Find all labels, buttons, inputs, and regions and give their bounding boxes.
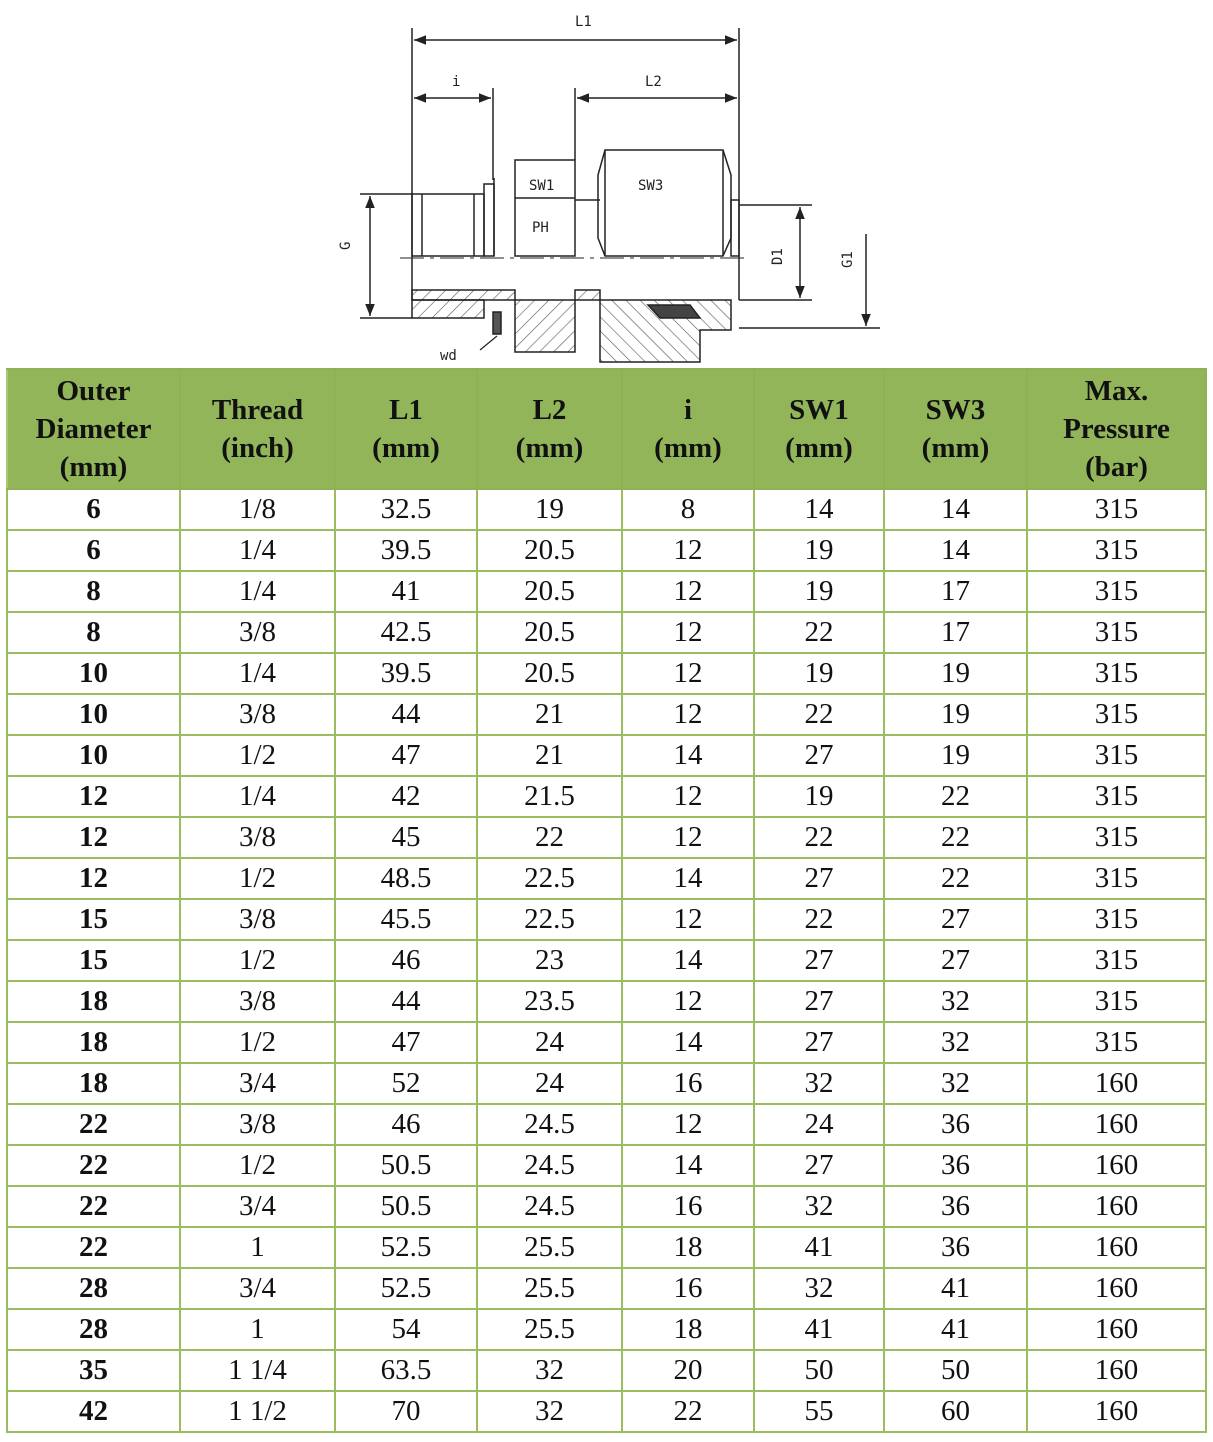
cell-l1: 42.5	[335, 612, 477, 653]
cell-i: 12	[622, 612, 754, 653]
table-row	[7, 1309, 1206, 1350]
cell-sw1: 24	[754, 1104, 884, 1145]
cell-max-pressure: 315	[1027, 858, 1206, 899]
cell-l1: 41	[335, 571, 477, 612]
cell-sw3: 17	[884, 571, 1027, 612]
table-header	[7, 369, 1206, 489]
cell-thread: 1/4	[180, 571, 335, 612]
cell-l2: 25.5	[477, 1309, 622, 1350]
table-row	[7, 981, 1206, 1022]
cell-l1: 39.5	[335, 530, 477, 571]
cell-sw1: 22	[754, 817, 884, 858]
table-row	[7, 899, 1206, 940]
table-row	[7, 694, 1206, 735]
cell-l1: 44	[335, 981, 477, 1022]
cell-sw1: 50	[754, 1350, 884, 1391]
cell-max-pressure: 160	[1027, 1063, 1206, 1104]
cell-sw3: 50	[884, 1350, 1027, 1391]
cell-thread: 1/2	[180, 940, 335, 981]
cell-sw1: 22	[754, 612, 884, 653]
cell-outer-diameter: 35	[7, 1350, 180, 1391]
cell-sw1: 19	[754, 776, 884, 817]
cell-i: 12	[622, 981, 754, 1022]
table-header-row	[7, 369, 1206, 489]
cell-i: 16	[622, 1186, 754, 1227]
cell-thread: 1/2	[180, 1022, 335, 1063]
cell-max-pressure: 315	[1027, 571, 1206, 612]
cell-sw3: 22	[884, 817, 1027, 858]
cell-max-pressure: 315	[1027, 1022, 1206, 1063]
cell-l1: 52	[335, 1063, 477, 1104]
table-row	[7, 612, 1206, 653]
cell-sw1: 19	[754, 530, 884, 571]
cell-thread: 1	[180, 1227, 335, 1268]
fitting-technical-drawing	[0, 0, 1213, 368]
column-header-line: SW3	[925, 394, 986, 426]
table-row	[7, 776, 1206, 817]
column-header-line: Pressure	[1063, 413, 1170, 445]
table-row	[7, 858, 1206, 899]
cell-l2: 24	[477, 1022, 622, 1063]
cell-max-pressure: 315	[1027, 940, 1206, 981]
cell-sw3: 36	[884, 1186, 1027, 1227]
column-header-max-pressure	[1027, 369, 1206, 489]
d1-label: D1	[770, 248, 786, 265]
cell-thread: 3/4	[180, 1186, 335, 1227]
cell-thread: 3/8	[180, 1104, 335, 1145]
cell-sw1: 27	[754, 940, 884, 981]
l1-label: L1	[575, 14, 592, 30]
cell-outer-diameter: 10	[7, 653, 180, 694]
cell-sw1: 22	[754, 694, 884, 735]
cell-sw1: 27	[754, 858, 884, 899]
cell-outer-diameter: 6	[7, 489, 180, 530]
cell-l2: 25.5	[477, 1268, 622, 1309]
column-header-line: (mm)	[921, 432, 990, 464]
cell-l2: 24.5	[477, 1104, 622, 1145]
cell-outer-diameter: 22	[7, 1186, 180, 1227]
cell-l1: 54	[335, 1309, 477, 1350]
cell-i: 16	[622, 1268, 754, 1309]
cell-sw3: 19	[884, 653, 1027, 694]
table-row	[7, 1268, 1206, 1309]
cell-i: 12	[622, 530, 754, 571]
cell-max-pressure: 160	[1027, 1227, 1206, 1268]
cell-thread: 1 1/2	[180, 1391, 335, 1432]
cell-sw3: 22	[884, 776, 1027, 817]
column-header-line: (bar)	[1085, 451, 1148, 483]
cell-thread: 1/2	[180, 858, 335, 899]
cell-l2: 22.5	[477, 899, 622, 940]
cell-thread: 1	[180, 1309, 335, 1350]
cell-l2: 25.5	[477, 1227, 622, 1268]
cell-l2: 20.5	[477, 571, 622, 612]
cell-l2: 21	[477, 694, 622, 735]
cell-thread: 3/8	[180, 981, 335, 1022]
cell-sw1: 27	[754, 981, 884, 1022]
cell-outer-diameter: 18	[7, 1063, 180, 1104]
cell-max-pressure: 315	[1027, 817, 1206, 858]
column-header-outer-diameter	[7, 369, 180, 489]
cell-max-pressure: 160	[1027, 1145, 1206, 1186]
cell-l1: 63.5	[335, 1350, 477, 1391]
cell-outer-diameter: 28	[7, 1268, 180, 1309]
cell-l2: 22	[477, 817, 622, 858]
cell-outer-diameter: 42	[7, 1391, 180, 1432]
cell-l1: 50.5	[335, 1186, 477, 1227]
cell-l2: 32	[477, 1350, 622, 1391]
cell-i: 20	[622, 1350, 754, 1391]
cell-max-pressure: 315	[1027, 612, 1206, 653]
cell-l1: 42	[335, 776, 477, 817]
cell-max-pressure: 160	[1027, 1268, 1206, 1309]
g1-label: G1	[840, 251, 856, 268]
cell-max-pressure: 315	[1027, 653, 1206, 694]
cell-outer-diameter: 22	[7, 1227, 180, 1268]
cell-sw3: 19	[884, 694, 1027, 735]
cell-sw1: 27	[754, 1022, 884, 1063]
cell-l1: 45	[335, 817, 477, 858]
cell-max-pressure: 160	[1027, 1350, 1206, 1391]
table-row	[7, 653, 1206, 694]
table-row	[7, 1022, 1206, 1063]
cell-l2: 21	[477, 735, 622, 776]
cell-sw3: 36	[884, 1104, 1027, 1145]
cell-i: 12	[622, 653, 754, 694]
cell-sw3: 27	[884, 899, 1027, 940]
column-header-line: Outer	[56, 375, 131, 407]
cell-l2: 20.5	[477, 653, 622, 694]
cell-outer-diameter: 6	[7, 530, 180, 571]
cell-sw1: 27	[754, 1145, 884, 1186]
cell-sw3: 14	[884, 530, 1027, 571]
cell-l1: 32.5	[335, 489, 477, 530]
cell-outer-diameter: 10	[7, 694, 180, 735]
cell-thread: 1/2	[180, 735, 335, 776]
table-row	[7, 489, 1206, 530]
fitting-dimensions-table	[6, 368, 1207, 1433]
cell-thread: 3/8	[180, 817, 335, 858]
cell-l2: 22.5	[477, 858, 622, 899]
table-row	[7, 1391, 1206, 1432]
cell-l1: 52.5	[335, 1227, 477, 1268]
cell-max-pressure: 315	[1027, 735, 1206, 776]
cell-i: 18	[622, 1309, 754, 1350]
table-row	[7, 530, 1206, 571]
cell-l2: 19	[477, 489, 622, 530]
table-row	[7, 1145, 1206, 1186]
cell-sw3: 36	[884, 1227, 1027, 1268]
cell-sw1: 41	[754, 1227, 884, 1268]
column-header-line: L1	[389, 394, 423, 426]
column-header-line: (mm)	[654, 432, 722, 464]
cell-sw1: 32	[754, 1063, 884, 1104]
cell-sw1: 22	[754, 899, 884, 940]
cell-l2: 20.5	[477, 612, 622, 653]
cell-max-pressure: 315	[1027, 489, 1206, 530]
cell-thread: 1/4	[180, 530, 335, 571]
g-label: G	[338, 241, 354, 250]
cell-outer-diameter: 12	[7, 817, 180, 858]
cell-i: 18	[622, 1227, 754, 1268]
cell-max-pressure: 160	[1027, 1309, 1206, 1350]
column-header-line: L2	[532, 394, 567, 426]
column-header-line: (mm)	[372, 432, 440, 464]
cell-max-pressure: 315	[1027, 694, 1206, 735]
column-header-sw1	[754, 369, 884, 489]
cell-outer-diameter: 8	[7, 571, 180, 612]
cell-sw3: 41	[884, 1268, 1027, 1309]
cell-outer-diameter: 18	[7, 981, 180, 1022]
column-header-line: Diameter	[35, 413, 152, 445]
cell-sw3: 41	[884, 1309, 1027, 1350]
cell-l2: 23.5	[477, 981, 622, 1022]
cell-thread: 3/8	[180, 612, 335, 653]
column-header-line: Thread	[211, 394, 304, 426]
cell-thread: 1/8	[180, 489, 335, 530]
table-row	[7, 940, 1206, 981]
cell-i: 22	[622, 1391, 754, 1432]
cell-outer-diameter: 8	[7, 612, 180, 653]
cell-l1: 47	[335, 735, 477, 776]
column-header-i	[622, 369, 754, 489]
cell-i: 14	[622, 1145, 754, 1186]
cell-i: 14	[622, 735, 754, 776]
i-label: i	[452, 74, 461, 90]
cell-sw3: 17	[884, 612, 1027, 653]
cell-i: 14	[622, 940, 754, 981]
cell-i: 16	[622, 1063, 754, 1104]
cell-thread: 1 1/4	[180, 1350, 335, 1391]
cell-thread: 3/4	[180, 1268, 335, 1309]
column-header-line: Max.	[1084, 375, 1149, 407]
ph-label: PH	[532, 220, 549, 236]
cell-sw3: 32	[884, 1063, 1027, 1104]
cell-i: 14	[622, 858, 754, 899]
cell-i: 12	[622, 694, 754, 735]
cell-thread: 3/4	[180, 1063, 335, 1104]
cell-outer-diameter: 12	[7, 776, 180, 817]
cell-sw3: 32	[884, 1022, 1027, 1063]
cell-l1: 47	[335, 1022, 477, 1063]
cell-l1: 48.5	[335, 858, 477, 899]
table-row	[7, 735, 1206, 776]
cell-l2: 20.5	[477, 530, 622, 571]
cell-max-pressure: 315	[1027, 776, 1206, 817]
cell-outer-diameter: 12	[7, 858, 180, 899]
cell-l1: 44	[335, 694, 477, 735]
cell-sw1: 19	[754, 571, 884, 612]
table-row	[7, 1227, 1206, 1268]
cell-thread: 3/8	[180, 694, 335, 735]
table-row	[7, 1186, 1206, 1227]
cell-i: 12	[622, 817, 754, 858]
column-header-line: (mm)	[785, 432, 853, 464]
sw3-label: SW3	[638, 178, 664, 194]
cell-sw3: 27	[884, 940, 1027, 981]
cell-max-pressure: 315	[1027, 981, 1206, 1022]
cell-l2: 32	[477, 1391, 622, 1432]
cell-outer-diameter: 18	[7, 1022, 180, 1063]
table-row	[7, 1350, 1206, 1391]
cell-l1: 46	[335, 1104, 477, 1145]
cell-l1: 70	[335, 1391, 477, 1432]
cell-outer-diameter: 10	[7, 735, 180, 776]
cell-l1: 39.5	[335, 653, 477, 694]
cell-i: 12	[622, 776, 754, 817]
table-row	[7, 1104, 1206, 1145]
column-header-line: (mm)	[59, 451, 128, 483]
column-header-l2	[477, 369, 622, 489]
cell-sw3: 36	[884, 1145, 1027, 1186]
wd-label: wd	[440, 348, 457, 364]
cell-sw1: 41	[754, 1309, 884, 1350]
cell-l1: 45.5	[335, 899, 477, 940]
column-header-sw3	[884, 369, 1027, 489]
cell-thread: 1/2	[180, 1145, 335, 1186]
table-row	[7, 571, 1206, 612]
cell-l2: 24	[477, 1063, 622, 1104]
cell-thread: 1/4	[180, 653, 335, 694]
cell-max-pressure: 315	[1027, 899, 1206, 940]
cell-l1: 52.5	[335, 1268, 477, 1309]
cell-l2: 24.5	[477, 1145, 622, 1186]
cell-l2: 24.5	[477, 1186, 622, 1227]
cell-i: 12	[622, 571, 754, 612]
cell-i: 8	[622, 489, 754, 530]
cell-sw1: 32	[754, 1268, 884, 1309]
cell-l1: 46	[335, 940, 477, 981]
l2-label: L2	[645, 74, 662, 90]
column-header-l1	[335, 369, 477, 489]
cell-max-pressure: 315	[1027, 530, 1206, 571]
table-row	[7, 1063, 1206, 1104]
cell-thread: 3/8	[180, 899, 335, 940]
cell-i: 12	[622, 1104, 754, 1145]
cell-outer-diameter: 28	[7, 1309, 180, 1350]
cell-sw3: 19	[884, 735, 1027, 776]
cell-max-pressure: 160	[1027, 1104, 1206, 1145]
sw1-label: SW1	[529, 178, 555, 194]
cell-thread: 1/4	[180, 776, 335, 817]
cell-sw3: 60	[884, 1391, 1027, 1432]
cell-outer-diameter: 15	[7, 899, 180, 940]
cell-sw1: 14	[754, 489, 884, 530]
column-header-line: i	[683, 394, 693, 426]
cell-sw3: 32	[884, 981, 1027, 1022]
cell-sw1: 19	[754, 653, 884, 694]
column-header-thread	[180, 369, 335, 489]
cell-i: 14	[622, 1022, 754, 1063]
cell-sw1: 32	[754, 1186, 884, 1227]
cell-max-pressure: 160	[1027, 1391, 1206, 1432]
cell-l2: 23	[477, 940, 622, 981]
column-header-line: (inch)	[221, 432, 294, 464]
cell-outer-diameter: 22	[7, 1145, 180, 1186]
cell-max-pressure: 160	[1027, 1186, 1206, 1227]
cell-sw3: 22	[884, 858, 1027, 899]
cell-i: 12	[622, 899, 754, 940]
cell-outer-diameter: 15	[7, 940, 180, 981]
cell-l2: 21.5	[477, 776, 622, 817]
column-header-line: (mm)	[515, 432, 584, 464]
cell-l1: 50.5	[335, 1145, 477, 1186]
cell-outer-diameter: 22	[7, 1104, 180, 1145]
cell-sw1: 27	[754, 735, 884, 776]
column-header-line: SW1	[789, 394, 849, 426]
cell-sw1: 55	[754, 1391, 884, 1432]
table-row	[7, 817, 1206, 858]
cell-sw3: 14	[884, 489, 1027, 530]
table-body	[7, 489, 1206, 1432]
